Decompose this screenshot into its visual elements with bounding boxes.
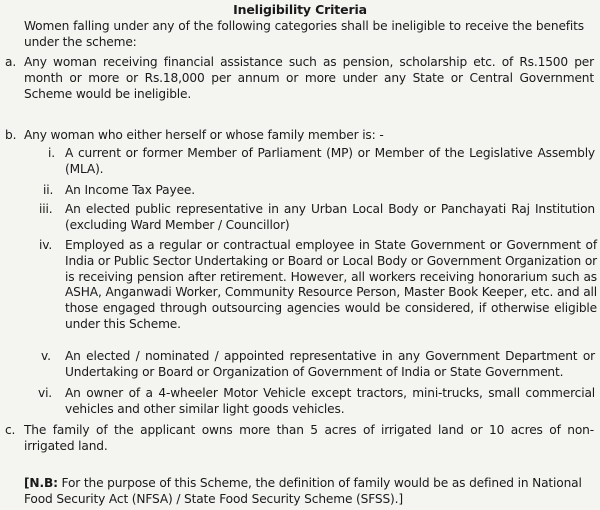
subitem-i-marker: i. bbox=[48, 146, 55, 160]
note-text: For the purpose of this Scheme, the definition of family would be as defined in National Food Security Act (NFSA) / State Food Security Scheme (SFSS).] bbox=[24, 476, 582, 506]
subitem-v-marker: v. bbox=[41, 349, 51, 363]
subitem-vi-text: An owner of a 4-wheeler Motor Vehicle except tractors, mini-trucks, small commercial vehicles and other similar light goods vehicles. bbox=[65, 386, 595, 416]
document-title: Ineligibility Criteria bbox=[233, 2, 367, 17]
item-c-marker: c. bbox=[5, 423, 16, 437]
subitem-iii-marker: iii. bbox=[39, 202, 53, 216]
subitem-iv-text: Employed as a regular or contractual employee in State Government or Government of India or Public Sector Undertaking or Board or Local Body or Government Organization or is receiving pension after retirement. However, all workers receiving honorarium such as ASHA, Anganwadi Worker, Community Resource Person, Master Book Keeper, etc. and all those engaged through outsourcing agencies would be considered, if otherwise eligible under this Scheme. bbox=[65, 238, 597, 331]
subitem-ii-text: An Income Tax Payee. bbox=[65, 183, 195, 197]
subitem-iii-text: An elected public representative in any Urban Local Body or Panchayati Raj Institution (excluding Ward Member / Councillor) bbox=[65, 202, 595, 232]
subitem-vi-marker: vi. bbox=[38, 386, 53, 400]
subitem-iv-marker: iv. bbox=[39, 238, 53, 252]
item-a-marker: a. bbox=[5, 55, 17, 69]
item-b-text: Any woman who either herself or whose family member is: - bbox=[24, 128, 384, 142]
item-a-text: Any woman receiving financial assistance such as pension, scholarship etc. of Rs.1500 per month or more or Rs.18,000 per annum or more under any State or Central Government Scheme would be ineligible. bbox=[24, 55, 594, 101]
note-paragraph bbox=[24, 476, 589, 508]
subitem-i-text: A current or former Member of Parliament (MP) or Member of the Legislative Assembly (MLA). bbox=[65, 146, 595, 176]
intro-paragraph: Women falling under any of the following categories shall be ineligible to receive the benefits under the scheme: bbox=[24, 19, 584, 49]
subitem-ii-marker: ii. bbox=[43, 183, 54, 197]
subitem-v-text: An elected / nominated / appointed representative in any Government Department or Undertaking or Board or Organization of Government of India or State Government. bbox=[65, 349, 595, 379]
note-label: [N.B: bbox=[24, 476, 58, 490]
item-c-text: The family of the applicant owns more than 5 acres of irrigated land or 10 acres of non-irrigated land. bbox=[24, 423, 594, 453]
item-b-marker: b. bbox=[5, 128, 17, 142]
